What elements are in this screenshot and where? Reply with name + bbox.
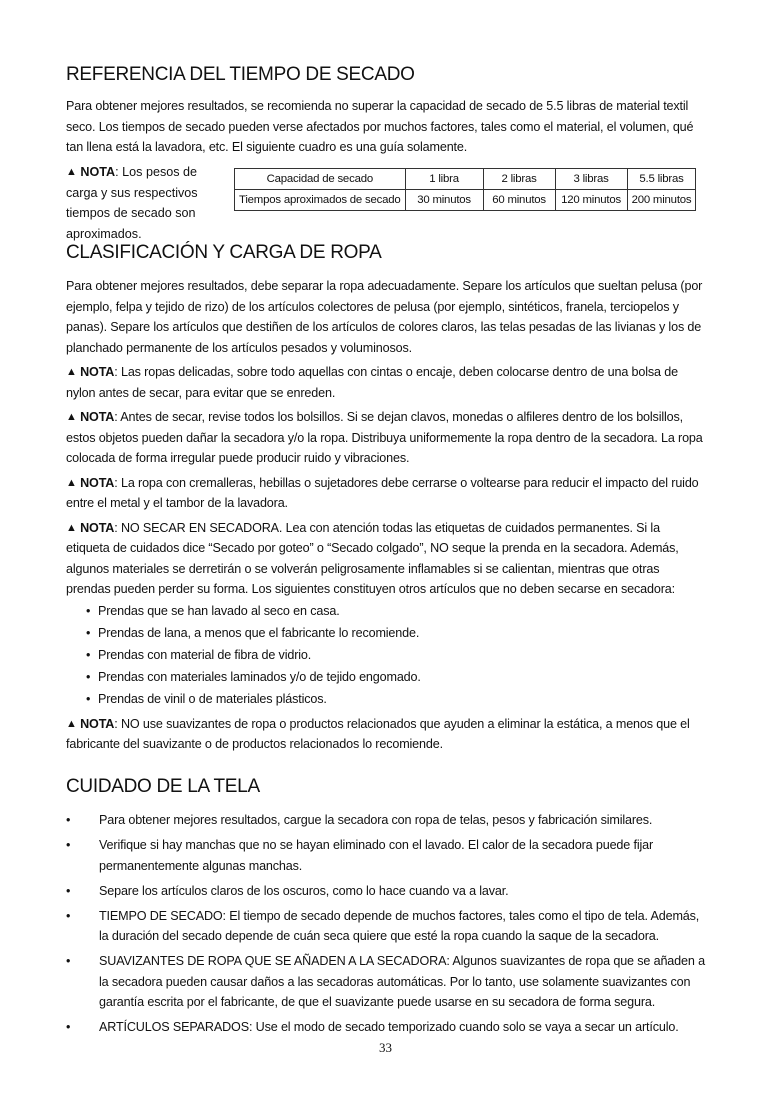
list-item-text: Prendas que se han lavado al seco en casa. — [98, 603, 340, 618]
list-item — [66, 835, 706, 876]
warning-triangle-icon: ▲ — [66, 717, 77, 730]
list-item-text: SUAVIZANTES DE ROPA QUE SE AÑADEN A LA SECADORA: Algunos suavizantes de ropa que se añaden a la secadora pueden causar daños a las secadoras automáticas. Por lo tanto, use solamente suavizantes con garantía escrita por el fabricante, de que el suavizante puede usarse en su secadora de forma segura. — [99, 954, 705, 1009]
list-item-text: Prendas con material de fibra de vidrio. — [98, 647, 312, 662]
note-text: : Antes de secar, revise todos los bolsillos. Si se dejan clavos, monedas o alfileres dentro de los bolsillos, estos objetos pueden dañar la secadora y/o la ropa. Distribuya uniformemente la ropa dentro de la secadora. La ropa colocada de forma irregular puede producir ruido y vibraciones. — [66, 410, 703, 465]
note-label: NOTA — [80, 716, 115, 731]
list-item-text: Prendas con materiales laminados y/o de tejido engomado. — [98, 669, 421, 684]
table-cell: 200 minutos — [627, 190, 696, 211]
bullet-icon: • — [86, 647, 91, 662]
table-cell: Tiempos aproximados de secado — [235, 190, 406, 211]
list-item — [66, 881, 706, 902]
list-item-text: Para obtener mejores resultados, cargue la secadora con ropa de telas, pesos y fabricación similares. — [99, 813, 653, 827]
note-label: NOTA — [80, 365, 115, 379]
section-title-fabric-care: CUIDADO DE LA TELA — [66, 776, 260, 797]
list-item-text: TIEMPO DE SECADO: El tiempo de secado depende de muchos factores, tales como el tipo de tela. Además, la duración del secado depende de cuán seca quiere que esté la ropa cuando la saque de la secadora. — [99, 908, 700, 943]
drying-intro-paragraph: Para obtener mejores resultados, se recomienda no superar la capacidad de secado de 5.5 libras de material textil seco. Los tiempos de secado pueden verse afectados por muchos factores, tales como el material, el volumen, qué tan llena está la lavadora, etc. El siguiente cuadro es una guía solamente. — [66, 99, 694, 154]
bullet-icon: • — [66, 1020, 71, 1034]
table-cell: 60 minutos — [483, 190, 555, 211]
list-item-text: Verifique si hay manchas que no se hayan eliminado con el lavado. El calor de la secadora puede fijar permanentemente algunas manchas. — [99, 838, 654, 873]
note-paragraph — [66, 407, 706, 469]
warning-triangle-icon: ▲ — [66, 411, 77, 423]
bullet-icon: • — [66, 908, 71, 923]
note-paragraph — [66, 518, 706, 600]
bullet-icon: • — [86, 603, 91, 618]
note-text: : Los pesos de carga y sus respectivos tiempos de secado son aproximados. — [66, 165, 198, 241]
warning-triangle-icon: ▲ — [66, 521, 77, 534]
list-item — [66, 600, 706, 622]
section-title-sorting: CLASIFICACIÓN Y CARGA DE ROPA — [66, 242, 382, 263]
warning-triangle-icon: ▲ — [66, 366, 77, 378]
list-item — [66, 644, 706, 666]
page-number: 33 — [379, 1040, 392, 1055]
bullet-icon: • — [66, 883, 71, 898]
note-label: NOTA — [80, 520, 115, 535]
note-paragraph — [66, 473, 706, 514]
list-item — [66, 666, 706, 688]
note-label: NOTA — [80, 165, 116, 179]
list-item — [66, 688, 706, 710]
list-item — [66, 622, 706, 644]
warning-triangle-icon: ▲ — [66, 476, 77, 489]
list-item — [66, 951, 706, 1013]
list-item — [66, 1017, 706, 1038]
list-item-text: Separe los artículos claros de los oscuros, como lo hace cuando va a lavar. — [99, 883, 509, 898]
note-paragraph — [66, 362, 706, 403]
note-label: NOTA — [80, 475, 115, 490]
list-item — [66, 810, 706, 831]
fabric-care-list — [66, 810, 706, 1042]
table-cell: 120 minutos — [555, 190, 627, 211]
bullet-icon: • — [66, 838, 71, 852]
bullet-icon: • — [66, 813, 71, 827]
table-cell: Capacidad de secado — [235, 169, 406, 190]
bullet-icon: • — [66, 954, 71, 968]
drying-note — [66, 162, 231, 244]
table-cell: 3 libras — [555, 169, 627, 190]
table-cell: 30 minutos — [405, 190, 483, 211]
drying-time-table — [234, 168, 696, 211]
list-item-text: Prendas de vinil o de materiales plásticos. — [98, 691, 327, 706]
table-row — [235, 169, 696, 190]
list-item-text: Prendas de lana, a menos que el fabricante lo recomiende. — [98, 625, 420, 640]
note-text: : La ropa con cremalleras, hebillas o sujetadores debe cerrarse o voltearse para reducir el impacto del ruido entre el metal y el tambor de la lavadora. — [66, 475, 699, 510]
note-text: : NO use suavizantes de ropa o productos relacionados que ayuden a eliminar la estática, a menos que el fabricante del suavizante o de productos relacionados lo recomiende. — [66, 716, 690, 751]
sorting-intro-paragraph: Para obtener mejores resultados, debe separar la ropa adecuadamente. Separe los artículos que sueltan pelusa (por ejemplo, felpa y tejido de rizo) de los artículos colectores de pelusa (por ejemplo, sintéticos, franela, terciopelos y panas). Separe los artículos que destiñen de los artículos de colores claros, las telas pesadas de las livianas y los de planchado permanente de los artículos pesados y voluminosos. — [66, 279, 703, 355]
bullet-icon: • — [86, 669, 91, 684]
table-row — [235, 190, 696, 211]
note-label: NOTA — [80, 410, 115, 424]
sorting-section-body — [66, 276, 706, 759]
note-text: : NO SECAR EN SECADORA. Lea con atención todas las etiquetas de cuidados permanentes. Si la etiqueta de cuidados dice “Secado por goteo” o “Secado colgado”, NO seque la prenda en la secadora. Además, algunos materiales se derretirán o se volverán peligrosamente inflamables si se calientan, mientras que otras prendas pueden perder su forma. Los siguientes constituyen otros artículos que no deben secarse en secadora: — [66, 520, 679, 596]
note-paragraph — [66, 714, 706, 755]
section-title-drying-time: REFERENCIA DEL TIEMPO DE SECADO — [66, 64, 415, 85]
table-cell: 1 libra — [405, 169, 483, 190]
table-cell: 5.5 libras — [627, 169, 696, 190]
bullet-icon: • — [86, 691, 91, 706]
list-item-text: ARTÍCULOS SEPARADOS: Use el modo de secado temporizado cuando solo se vaya a secar un artículo. — [99, 1020, 679, 1034]
do-not-dry-list — [66, 600, 706, 710]
note-text: : Las ropas delicadas, sobre todo aquellas con cintas o encaje, deben colocarse dentro de una bolsa de nylon antes de secar, para evitar que se enreden. — [66, 365, 678, 400]
bullet-icon: • — [86, 625, 91, 640]
warning-triangle-icon: ▲ — [66, 166, 77, 178]
list-item — [66, 906, 706, 947]
table-cell: 2 libras — [483, 169, 555, 190]
